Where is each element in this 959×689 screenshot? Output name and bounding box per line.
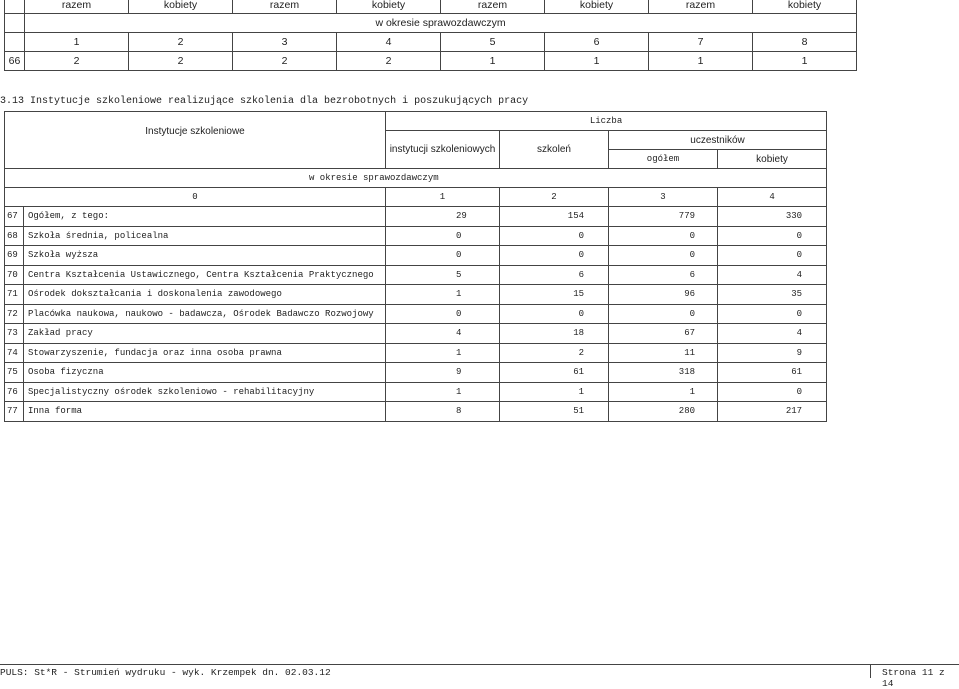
row-instytucji: 0 <box>386 246 500 266</box>
row-szkolen: 6 <box>500 265 609 285</box>
row-lp: 69 <box>5 246 24 266</box>
summary-data-row <box>5 52 857 71</box>
row-kobiety: 330 <box>718 207 827 227</box>
table-row <box>5 207 827 227</box>
summary-value: 2 <box>337 52 441 71</box>
row-lp: 75 <box>5 363 24 383</box>
footer-separator <box>870 664 871 678</box>
summary-colnum: 6 <box>545 33 649 52</box>
row-ogolem: 67 <box>609 324 718 344</box>
row-label: Zakład pracy <box>24 324 386 344</box>
row-lp: 71 <box>5 285 24 305</box>
row-instytucji: 0 <box>386 226 500 246</box>
col-header-ogolem: ogółem <box>609 150 718 169</box>
row-lp: 68 <box>5 226 24 246</box>
row-ogolem: 779 <box>609 207 718 227</box>
row-kobiety: 9 <box>718 343 827 363</box>
row-lp: 77 <box>5 402 24 422</box>
institutions-rows <box>5 207 827 422</box>
summary-header-row <box>5 0 857 14</box>
row-ogolem: 0 <box>609 226 718 246</box>
row-szkolen: 2 <box>500 343 609 363</box>
summary-period-row <box>5 14 857 33</box>
summary-colnum-row <box>5 33 857 52</box>
row-szkolen: 15 <box>500 285 609 305</box>
row-szkolen: 51 <box>500 402 609 422</box>
row-ogolem: 318 <box>609 363 718 383</box>
row-szkolen: 0 <box>500 304 609 324</box>
table-row <box>5 246 827 266</box>
col-number: 1 <box>386 188 500 207</box>
summary-table <box>4 0 857 71</box>
table-row <box>5 402 827 422</box>
col-number: 4 <box>718 188 827 207</box>
summary-empty-cell <box>5 0 25 14</box>
summary-value: 1 <box>649 52 753 71</box>
row-lp: 72 <box>5 304 24 324</box>
row-lp: 76 <box>5 382 24 402</box>
col-header-uczestnikow: uczestników <box>609 131 827 150</box>
row-kobiety: 217 <box>718 402 827 422</box>
col-header-kobiety: kobiety <box>718 150 827 169</box>
row-instytucji: 1 <box>386 343 500 363</box>
table-row <box>5 324 827 344</box>
row-ogolem: 0 <box>609 304 718 324</box>
summary-colnum: 5 <box>441 33 545 52</box>
row-szkolen: 1 <box>500 382 609 402</box>
table-row <box>5 343 827 363</box>
summary-value: 1 <box>753 52 857 71</box>
row-label: Centra Kształcenia Ustawicznego, Centra Kształcenia Praktycznego <box>24 265 386 285</box>
row-kobiety: 35 <box>718 285 827 305</box>
footer-divider-line <box>0 664 959 665</box>
row-lp: 74 <box>5 343 24 363</box>
summary-colnum: 8 <box>753 33 857 52</box>
summary-row-lp: 66 <box>5 52 25 71</box>
summary-header-cell: razem <box>25 0 129 14</box>
row-kobiety: 0 <box>718 246 827 266</box>
row-ogolem: 96 <box>609 285 718 305</box>
summary-header-cell: kobiety <box>129 0 233 14</box>
summary-header-cell: razem <box>649 0 753 14</box>
row-ogolem: 280 <box>609 402 718 422</box>
summary-colnum: 1 <box>25 33 129 52</box>
summary-value: 2 <box>25 52 129 71</box>
row-instytucji: 1 <box>386 382 500 402</box>
footer-page-number: Strona 11 z 14 <box>882 667 945 689</box>
row-instytucji: 9 <box>386 363 500 383</box>
row-szkolen: 18 <box>500 324 609 344</box>
row-label: Szkoła wyższa <box>24 246 386 266</box>
table-row <box>5 304 827 324</box>
col-header-szkolen: szkoleń <box>500 131 609 169</box>
row-ogolem: 0 <box>609 246 718 266</box>
section-title: 3.13 Instytucje szkoleniowe realizujące szkolenia dla bezrobotnych i poszukujących pracy <box>0 96 529 107</box>
row-instytucji: 29 <box>386 207 500 227</box>
row-kobiety: 0 <box>718 226 827 246</box>
table-row <box>5 363 827 383</box>
summary-header-cell: razem <box>233 0 337 14</box>
period-label: w okresie sprawozdawczym <box>5 169 827 188</box>
summary-empty-cell <box>5 33 25 52</box>
summary-colnum: 7 <box>649 33 753 52</box>
table-row <box>5 382 827 402</box>
row-lp: 73 <box>5 324 24 344</box>
summary-period-label: w okresie sprawozdawczym <box>25 14 857 33</box>
row-ogolem: 11 <box>609 343 718 363</box>
summary-colnum: 2 <box>129 33 233 52</box>
row-instytucji: 8 <box>386 402 500 422</box>
col-header-instytucji: instytucji szkoleniowych <box>386 131 500 169</box>
row-ogolem: 6 <box>609 265 718 285</box>
row-label: Specjalistyczny ośrodek szkoleniowo - rehabilitacyjny <box>24 382 386 402</box>
row-label: Ośrodek dokształcania i doskonalenia zawodowego <box>24 285 386 305</box>
row-kobiety: 0 <box>718 304 827 324</box>
summary-colnum: 3 <box>233 33 337 52</box>
institutions-table <box>4 111 827 422</box>
row-kobiety: 0 <box>718 382 827 402</box>
row-instytucji: 1 <box>386 285 500 305</box>
summary-value: 1 <box>545 52 649 71</box>
row-lp: 67 <box>5 207 24 227</box>
row-label: Stowarzyszenie, fundacja oraz inna osoba prawna <box>24 343 386 363</box>
row-instytucji: 5 <box>386 265 500 285</box>
table-row <box>5 285 827 305</box>
row-label: Osoba fizyczna <box>24 363 386 383</box>
col-number: 0 <box>5 188 386 207</box>
summary-colnum: 4 <box>337 33 441 52</box>
row-instytucji: 0 <box>386 304 500 324</box>
table-row <box>5 265 827 285</box>
row-szkolen: 0 <box>500 226 609 246</box>
table-row <box>5 226 827 246</box>
row-kobiety: 4 <box>718 324 827 344</box>
summary-value: 2 <box>233 52 337 71</box>
col-number: 2 <box>500 188 609 207</box>
row-label: Ogółem, z tego: <box>24 207 386 227</box>
col-number: 3 <box>609 188 718 207</box>
row-lp: 70 <box>5 265 24 285</box>
summary-value: 1 <box>441 52 545 71</box>
row-label: Placówka naukowa, naukowo - badawcza, Ośrodek Badawczo Rozwojowy <box>24 304 386 324</box>
summary-header-cell: kobiety <box>753 0 857 14</box>
summary-empty-cell <box>5 14 25 33</box>
row-kobiety: 4 <box>718 265 827 285</box>
summary-header-cell: razem <box>441 0 545 14</box>
row-kobiety: 61 <box>718 363 827 383</box>
row-instytucji: 4 <box>386 324 500 344</box>
row-szkolen: 154 <box>500 207 609 227</box>
summary-header-cell: kobiety <box>545 0 649 14</box>
footer-print-info: PULS: St*R - Strumień wydruku - wyk. Krzempek dn. 02.03.12 <box>0 667 331 678</box>
col-header-liczba: Liczba <box>386 112 827 131</box>
col-header-institutions: Instytucje szkoleniowe <box>5 112 386 169</box>
row-label: Szkoła średnia, policealna <box>24 226 386 246</box>
row-szkolen: 61 <box>500 363 609 383</box>
summary-header-cell: kobiety <box>337 0 441 14</box>
summary-value: 2 <box>129 52 233 71</box>
row-szkolen: 0 <box>500 246 609 266</box>
row-ogolem: 1 <box>609 382 718 402</box>
row-label: Inna forma <box>24 402 386 422</box>
